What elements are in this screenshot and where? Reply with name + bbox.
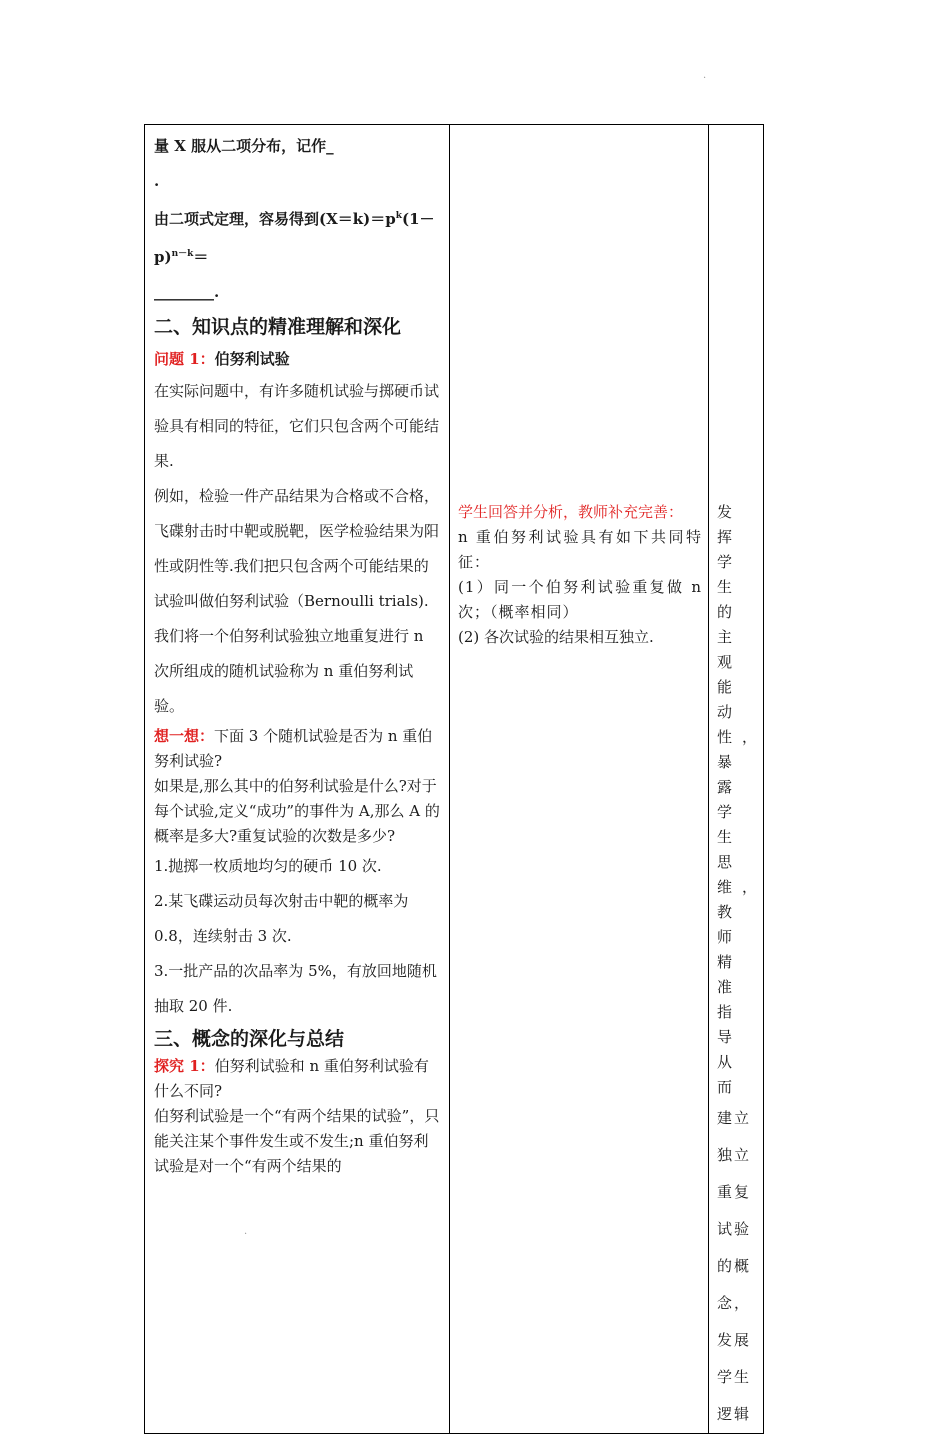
think-questions: 如果是,那么其中的伯努利试验是什么?对于每个试验,定义“成功”的事件为 A,那么 A 的概率是多大?重复试验的次数是多少? — [154, 777, 440, 845]
page-mark-top: . — [703, 70, 707, 81]
lesson-plan-table — [144, 124, 768, 1434]
activity-lead: 学生回答并分析，教师补充完善： — [458, 503, 684, 521]
page-mark-bottom: . — [244, 1226, 248, 1237]
section-2-title: 二、知识点的精准理解和深化 — [154, 316, 402, 338]
question-1-heading: 问题 1：伯努利试验 — [154, 350, 290, 368]
explore-1-answer: 伯努利试验是一个“有两个结果的试验”，只能关注某个事件发生或不发生;n 重伯努利试验是对一个“有两个结果的 — [154, 1107, 440, 1175]
answer-blank: ________. — [154, 283, 220, 301]
activity-line-2: (1）同一个伯努利试验重复做 n 次；（概率相同） — [458, 578, 702, 621]
example-item-3: 3.一批产品的次品率为 5%，有放回地随机抽取 20 件. — [154, 962, 437, 1015]
activity-column — [450, 125, 709, 1434]
formula-line-1: 由二项式定理，容易得到$(X=k)=p^k(1-$ — [154, 210, 435, 228]
intent-text-2: 建立独立重复试验的概念，发展学生逻辑 — [717, 1109, 752, 1423]
activity-line-3: (2) 各次试验的结果相互独立. — [458, 628, 654, 646]
intent-text-1: 发挥学生的主观能动性，暴露学生思维，教师精准指导从而 — [717, 503, 768, 1096]
formula-line-2: p)$^{n-k}$＝ — [154, 248, 209, 266]
intent-column — [709, 125, 768, 1434]
activity-line-1: n 重伯努利试验具有如下共同特征： — [458, 528, 702, 571]
think-prompt: 想一想：下面 3 个随机试验是否为 n 重伯努利试验? — [154, 727, 433, 770]
intro-line: 量 X 服从二项分布，记作_ — [154, 137, 334, 155]
content-column — [145, 125, 450, 1434]
explore-1-question: 探究 1：伯努利试验和 n 重伯努利试验有什么不同? — [154, 1057, 429, 1100]
section-3-title: 三、概念的深化与总结 — [154, 1028, 345, 1050]
paragraph-2: 例如，检验一件产品结果为合格或不合格，飞碟射击时中靶或脱靶，医学检验结果为阳性或阴性等.我们把只包含两个可能结果的试验叫做伯努利试验（Bernoulli trials).我们将一个伯努利试验独立地重复进行 n 次所组成的随机试验称为 n 重伯努利试验。 — [154, 487, 440, 715]
paragraph-1: 在实际问题中，有许多随机试验与掷硬币试验具有相同的特征，它们只包含两个可能结果. — [154, 382, 440, 470]
example-item-1: 1.抛掷一枚质地均匀的硬币 10 次. — [154, 857, 382, 875]
intro-dot: . — [154, 172, 160, 190]
example-item-2: 2.某飞碟运动员每次射击中靶的概率为0.8，连续射击 3 次. — [154, 892, 409, 945]
